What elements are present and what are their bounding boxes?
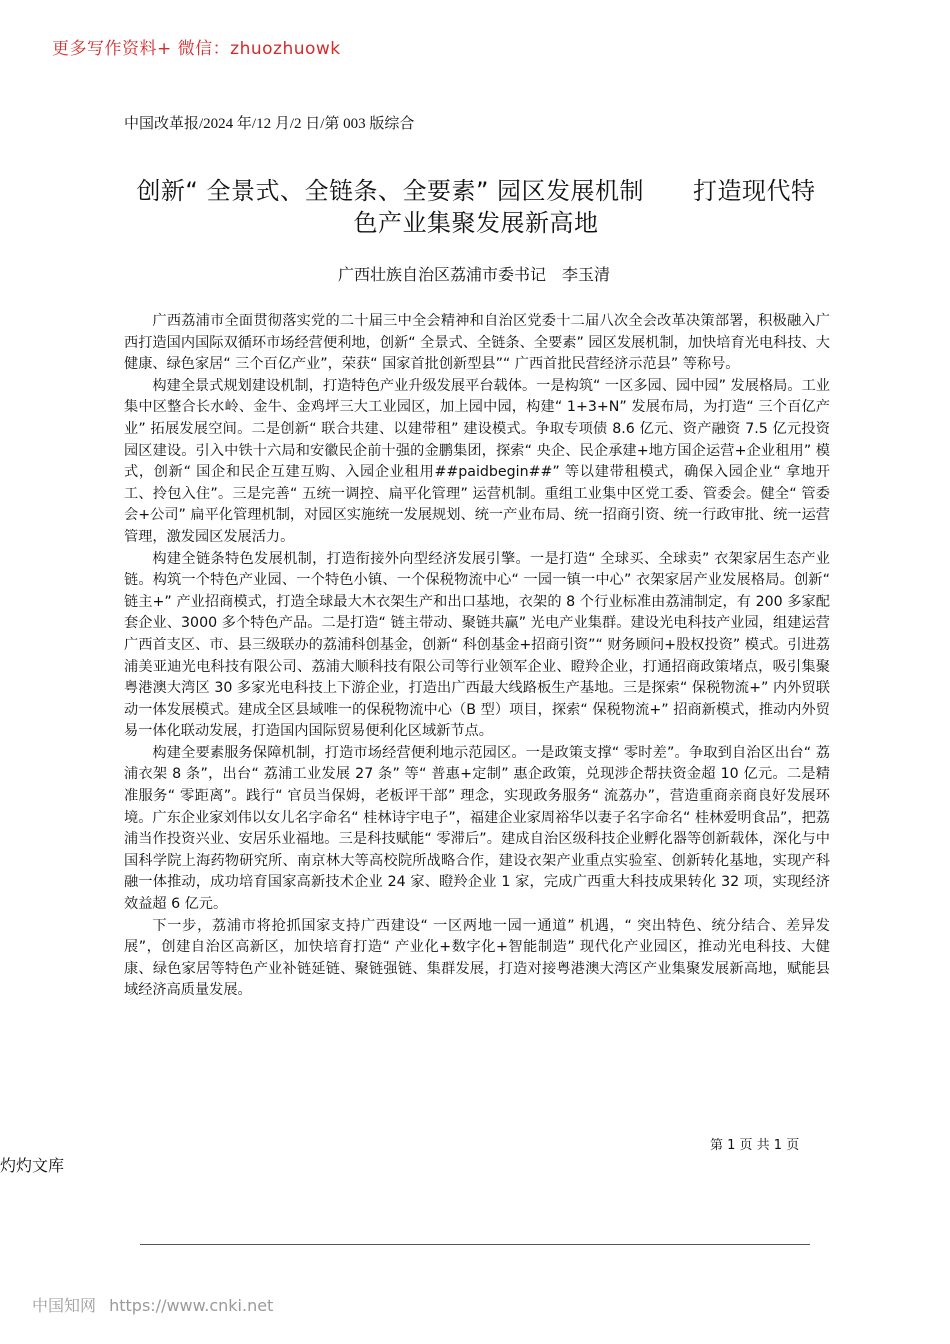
footer-site-name: 中国知网 [32, 1296, 97, 1315]
article-body [124, 311, 830, 1002]
paragraph-planning: 构建全景式规划建设机制，打造特色产业升级发展平台载体。一是构筑“ 一区多园、园中园” 发展格局。工业集中区整合长水岭、金牛、金鸡坪三大工业园区，加上园中园，构建“ 1+3+N” 发展布局，为打造“ 三个百亿产业” 拓展发展空间。二是创新“ 联合共建、以建带租” 建设模式。争取专项债 8.6 亿元、资产融资 7.5 亿元投资园区建设。引入中铁十六局和安徽民企前十强的金鹏集团，探索“ 央企、民企承建+地方国企运营+企业租用” 模式，创新“ 国企和民企互建互购、入园企业租用##paidbegin##” 等以建带租模式，确保入园企业“ 拿地开工、拎包入住”。三是完善“ 五统一调控、扁平化管理” 运营机制。重组工业集中区党工委、管委会。健全“ 管委会+公司” 扁平化管理机制，对园区实施统一发展规划、统一产业布局、统一招商引资、统一行政审批、统一运营管理，激发园区发展活力。 [124, 377, 830, 545]
footer-watermark [32, 1293, 281, 1316]
source-line: 中国改革报/2024 年/12 月/2 日/第 003 版综合 [124, 116, 415, 132]
paragraph-intro: 广西荔浦市全面贯彻落实党的二十届三中全会精神和自治区党委十二届八次全会改革决策部署，积极融入广西打造国内国际双循环市场经营便利地，创新“ 全景式、全链条、全要素” 园区发展机制，加快培育光电科技、大健康、绿色家居“ 三个百亿产业”，荣获“ 国家首批创新型县”“ 广西首批民营经济示范县” 等称号。 [124, 313, 830, 373]
title-line-1: 创新“ 全景式、全链条、全要素” 园区发展机制 打造现代特 [136, 177, 816, 205]
article-title [118, 175, 834, 239]
promo-banner: 更多写作资料+ 微信：zhuozhuowk [52, 39, 341, 59]
paragraph-chain: 构建全链条特色发展机制，打造衔接外向型经济发展引擎。一是打造“ 全球买、全球卖” 衣架家居生态产业链。构筑一个特色产业园、一个特色小镇、一个保税物流中心“ 一园一镇一中心” 衣架家居产业发展格局。创新“ 链主+” 产业招商模式，打造全球最大木衣架生产和出口基地，衣架的 8 个行业标准由荔浦制定，有 200 多家配套企业、3000 多个特色产品。二是打造“ 链主带动、聚链共赢” 光电产业集群。建设光电科技产业园，组建运营广西首支区、市、县三级联办的荔浦科创基金，创新“ 科创基金+招商引资”“ 财务顾问+股权投资” 模式。引进荔浦美亚迪光电科技有限公司、荔浦大顺科技有限公司等行业领军企业、瞪羚企业，打通招商政策堵点，吸引集聚粤港澳大湾区 30 多家光电科技上下游企业，打造出广西最大线路板生产基地。三是探索“ 保税物流+” 内外贸联动一体发展模式。建成全区县域唯一的保税物流中心（B 型）项目，探索“ 保税物流+” 招商新模式，推动内外贸易一体化联动发展，打造国内国际贸易便利化区域新节点。 [124, 550, 830, 740]
page-number: 第 1 页 共 1 页 [710, 1138, 800, 1153]
library-watermark: 灼灼文库 [0, 1156, 65, 1175]
footer-divider [140, 1244, 810, 1245]
author-line: 广西壮族自治区荔浦市委书记 李玉清 [337, 265, 610, 284]
paragraph-next-steps: 下一步，荔浦市将抢抓国家支持广西建设“ 一区两地一园一通道” 机遇，“ 突出特色、统分结合、差异发展”，创建自治区高新区，加快培育打造“ 产业化+数字化+智能制造” 现代化产业园区，推动光电科技、大健康、绿色家居等特色产业补链延链、聚链强链、集群发展，打造对接粤港澳大湾区产业集聚发展新高地，赋能县域经济高质量发展。 [124, 917, 830, 999]
footer-url: https://www.cnki.net [109, 1296, 274, 1315]
paragraph-services: 构建全要素服务保障机制，打造市场经营便利地示范园区。一是政策支撑“ 零时差”。争取到自治区出台“ 荔浦衣架 8 条”，出台“ 荔浦工业发展 27 条” 等“ 普惠+定制” 惠企政策，兑现涉企帮扶资金超 10 亿元。二是精准服务“ 零距离”。践行“ 官员当保姆，老板评干部” 理念，实现政务服务“ 流荔办”，营造重商亲商良好发展环境。广东企业家刘伟以女儿名字命名“ 桂林诗宇电子”，福建企业家周裕华以妻子名字命名“ 桂林爱明食品”，把荔浦当作投资兴业、安居乐业福地。三是科技赋能“ 零滞后”。建成自治区级科技企业孵化器等创新载体，深化与中国科学院上海药物研究所、南京林大等高校院所战略合作，建设衣架产业重点实验室、创新转化基地，实现产科融一体推动，成功培育国家高新技术企业 24 家、瞪羚企业 1 家，完成广西重大科技成果转化 32 项，实现经济效益超 6 亿元。 [124, 744, 830, 913]
title-line-2: 色产业集聚发展新高地 [353, 209, 599, 237]
